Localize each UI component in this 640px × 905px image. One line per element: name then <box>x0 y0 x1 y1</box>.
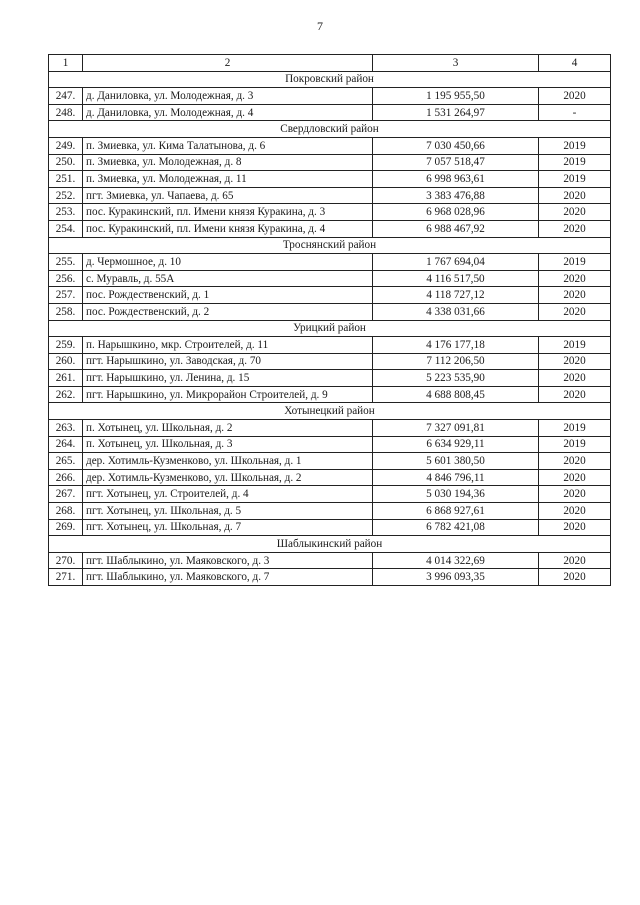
district-name: Урицкий район <box>49 320 611 337</box>
header-col-3: 3 <box>373 55 539 72</box>
row-year: 2019 <box>539 154 611 171</box>
table-row <box>49 303 611 320</box>
row-address: пгт. Шаблыкино, ул. Маяковского, д. 3 <box>83 552 373 569</box>
table-row <box>49 171 611 188</box>
table-row <box>49 436 611 453</box>
row-number: 253. <box>49 204 83 221</box>
row-year: 2020 <box>539 569 611 586</box>
row-number: 271. <box>49 569 83 586</box>
table-row <box>49 486 611 503</box>
row-year: 2020 <box>539 469 611 486</box>
row-number: 267. <box>49 486 83 503</box>
row-amount: 5 223 535,90 <box>373 370 539 387</box>
row-number: 258. <box>49 303 83 320</box>
housing-program-table <box>48 54 611 586</box>
row-year: 2020 <box>539 386 611 403</box>
table-row <box>49 503 611 520</box>
district-row <box>49 121 611 138</box>
row-amount: 6 634 929,11 <box>373 436 539 453</box>
row-amount: 6 868 927,61 <box>373 503 539 520</box>
row-year: 2019 <box>539 171 611 188</box>
row-address: с. Муравль, д. 55А <box>83 270 373 287</box>
row-number: 264. <box>49 436 83 453</box>
row-address: пгт. Змиевка, ул. Чапаева, д. 65 <box>83 187 373 204</box>
row-amount: 1 767 694,04 <box>373 254 539 271</box>
district-name: Троснянский район <box>49 237 611 254</box>
table-row <box>49 386 611 403</box>
row-year: 2020 <box>539 270 611 287</box>
row-number: 249. <box>49 137 83 154</box>
table-header-row <box>49 55 611 72</box>
row-amount: 4 688 808,45 <box>373 386 539 403</box>
district-row <box>49 237 611 254</box>
row-address: пгт. Шаблыкино, ул. Маяковского, д. 7 <box>83 569 373 586</box>
row-address: пгт. Хотынец, ул. Школьная, д. 5 <box>83 503 373 520</box>
row-year: 2020 <box>539 303 611 320</box>
row-number: 266. <box>49 469 83 486</box>
row-number: 254. <box>49 220 83 237</box>
row-address: п. Змиевка, ул. Кима Талатынова, д. 6 <box>83 137 373 154</box>
row-amount: 6 998 963,61 <box>373 171 539 188</box>
row-number: 261. <box>49 370 83 387</box>
row-number: 256. <box>49 270 83 287</box>
table-row <box>49 453 611 470</box>
row-amount: 5 030 194,36 <box>373 486 539 503</box>
row-amount: 4 118 727,12 <box>373 287 539 304</box>
district-row <box>49 320 611 337</box>
row-amount: 6 988 467,92 <box>373 220 539 237</box>
row-amount: 1 531 264,97 <box>373 104 539 121</box>
district-row <box>49 536 611 553</box>
row-year: 2019 <box>539 420 611 437</box>
table-row <box>49 337 611 354</box>
table-row <box>49 187 611 204</box>
row-amount: 4 116 517,50 <box>373 270 539 287</box>
row-address: пос. Рождественский, д. 2 <box>83 303 373 320</box>
row-amount: 5 601 380,50 <box>373 453 539 470</box>
row-year: 2020 <box>539 220 611 237</box>
table-row <box>49 469 611 486</box>
district-row <box>49 71 611 88</box>
header-col-1: 1 <box>49 55 83 72</box>
row-number: 263. <box>49 420 83 437</box>
table-row <box>49 353 611 370</box>
table-row <box>49 420 611 437</box>
row-year: 2020 <box>539 287 611 304</box>
row-year: 2019 <box>539 254 611 271</box>
header-col-4: 4 <box>539 55 611 72</box>
row-amount: 4 846 796,11 <box>373 469 539 486</box>
row-year: 2020 <box>539 353 611 370</box>
row-year: 2020 <box>539 187 611 204</box>
row-year: 2020 <box>539 552 611 569</box>
row-address: п. Змиевка, ул. Молодежная, д. 11 <box>83 171 373 188</box>
table-row <box>49 204 611 221</box>
table-row <box>49 370 611 387</box>
row-number: 269. <box>49 519 83 536</box>
row-address: пгт. Хотынец, ул. Школьная, д. 7 <box>83 519 373 536</box>
page-number: 7 <box>317 19 323 33</box>
row-year: 2020 <box>539 503 611 520</box>
row-number: 251. <box>49 171 83 188</box>
row-address: пгт. Хотынец, ул. Строителей, д. 4 <box>83 486 373 503</box>
row-number: 255. <box>49 254 83 271</box>
table-row <box>49 104 611 121</box>
row-address: д. Даниловка, ул. Молодежная, д. 4 <box>83 104 373 121</box>
row-amount: 4 014 322,69 <box>373 552 539 569</box>
table-row <box>49 287 611 304</box>
table-body <box>49 55 611 586</box>
row-number: 247. <box>49 88 83 105</box>
table-row <box>49 154 611 171</box>
row-address: д. Даниловка, ул. Молодежная, д. 3 <box>83 88 373 105</box>
row-amount: 7 057 518,47 <box>373 154 539 171</box>
row-number: 270. <box>49 552 83 569</box>
row-amount: 3 383 476,88 <box>373 187 539 204</box>
row-amount: 1 195 955,50 <box>373 88 539 105</box>
table-row <box>49 220 611 237</box>
row-address: д. Чермошное, д. 10 <box>83 254 373 271</box>
row-address: дер. Хотимль-Кузменково, ул. Школьная, д. 1 <box>83 453 373 470</box>
row-year: 2020 <box>539 370 611 387</box>
row-address: п. Нарышкино, мкр. Строителей, д. 11 <box>83 337 373 354</box>
row-address: пгт. Нарышкино, ул. Заводская, д. 70 <box>83 353 373 370</box>
row-year: - <box>539 104 611 121</box>
district-name: Хотынецкий район <box>49 403 611 420</box>
table-row <box>49 137 611 154</box>
table-row <box>49 270 611 287</box>
table-row <box>49 254 611 271</box>
row-address: п. Хотынец, ул. Школьная, д. 3 <box>83 436 373 453</box>
row-address: дер. Хотимль-Кузменково, ул. Школьная, д. 2 <box>83 469 373 486</box>
row-year: 2020 <box>539 204 611 221</box>
table-row <box>49 519 611 536</box>
row-number: 252. <box>49 187 83 204</box>
row-amount: 7 327 091,81 <box>373 420 539 437</box>
district-name: Покровский район <box>49 71 611 88</box>
district-name: Шаблыкинский район <box>49 536 611 553</box>
row-amount: 4 338 031,66 <box>373 303 539 320</box>
row-address: пгт. Нарышкино, ул. Ленина, д. 15 <box>83 370 373 387</box>
row-year: 2019 <box>539 436 611 453</box>
table-row <box>49 552 611 569</box>
row-amount: 6 968 028,96 <box>373 204 539 221</box>
row-number: 268. <box>49 503 83 520</box>
row-number: 262. <box>49 386 83 403</box>
row-amount: 7 112 206,50 <box>373 353 539 370</box>
row-number: 260. <box>49 353 83 370</box>
row-amount: 7 030 450,66 <box>373 137 539 154</box>
district-name: Свердловский район <box>49 121 611 138</box>
row-number: 265. <box>49 453 83 470</box>
row-number: 248. <box>49 104 83 121</box>
row-number: 259. <box>49 337 83 354</box>
row-number: 257. <box>49 287 83 304</box>
row-year: 2020 <box>539 453 611 470</box>
header-col-2: 2 <box>83 55 373 72</box>
table-row <box>49 88 611 105</box>
row-amount: 4 176 177,18 <box>373 337 539 354</box>
row-amount: 6 782 421,08 <box>373 519 539 536</box>
row-year: 2019 <box>539 137 611 154</box>
row-number: 250. <box>49 154 83 171</box>
row-year: 2019 <box>539 337 611 354</box>
row-amount: 3 996 093,35 <box>373 569 539 586</box>
row-year: 2020 <box>539 88 611 105</box>
row-address: п. Хотынец, ул. Школьная, д. 2 <box>83 420 373 437</box>
row-address: пос. Рождественский, д. 1 <box>83 287 373 304</box>
table-row <box>49 569 611 586</box>
row-year: 2020 <box>539 519 611 536</box>
row-year: 2020 <box>539 486 611 503</box>
row-address: пос. Куракинский, пл. Имени князя Куракина, д. 4 <box>83 220 373 237</box>
district-row <box>49 403 611 420</box>
row-address: пгт. Нарышкино, ул. Микрорайон Строителей, д. 9 <box>83 386 373 403</box>
row-address: п. Змиевка, ул. Молодежная, д. 8 <box>83 154 373 171</box>
row-address: пос. Куракинский, пл. Имени князя Куракина, д. 3 <box>83 204 373 221</box>
